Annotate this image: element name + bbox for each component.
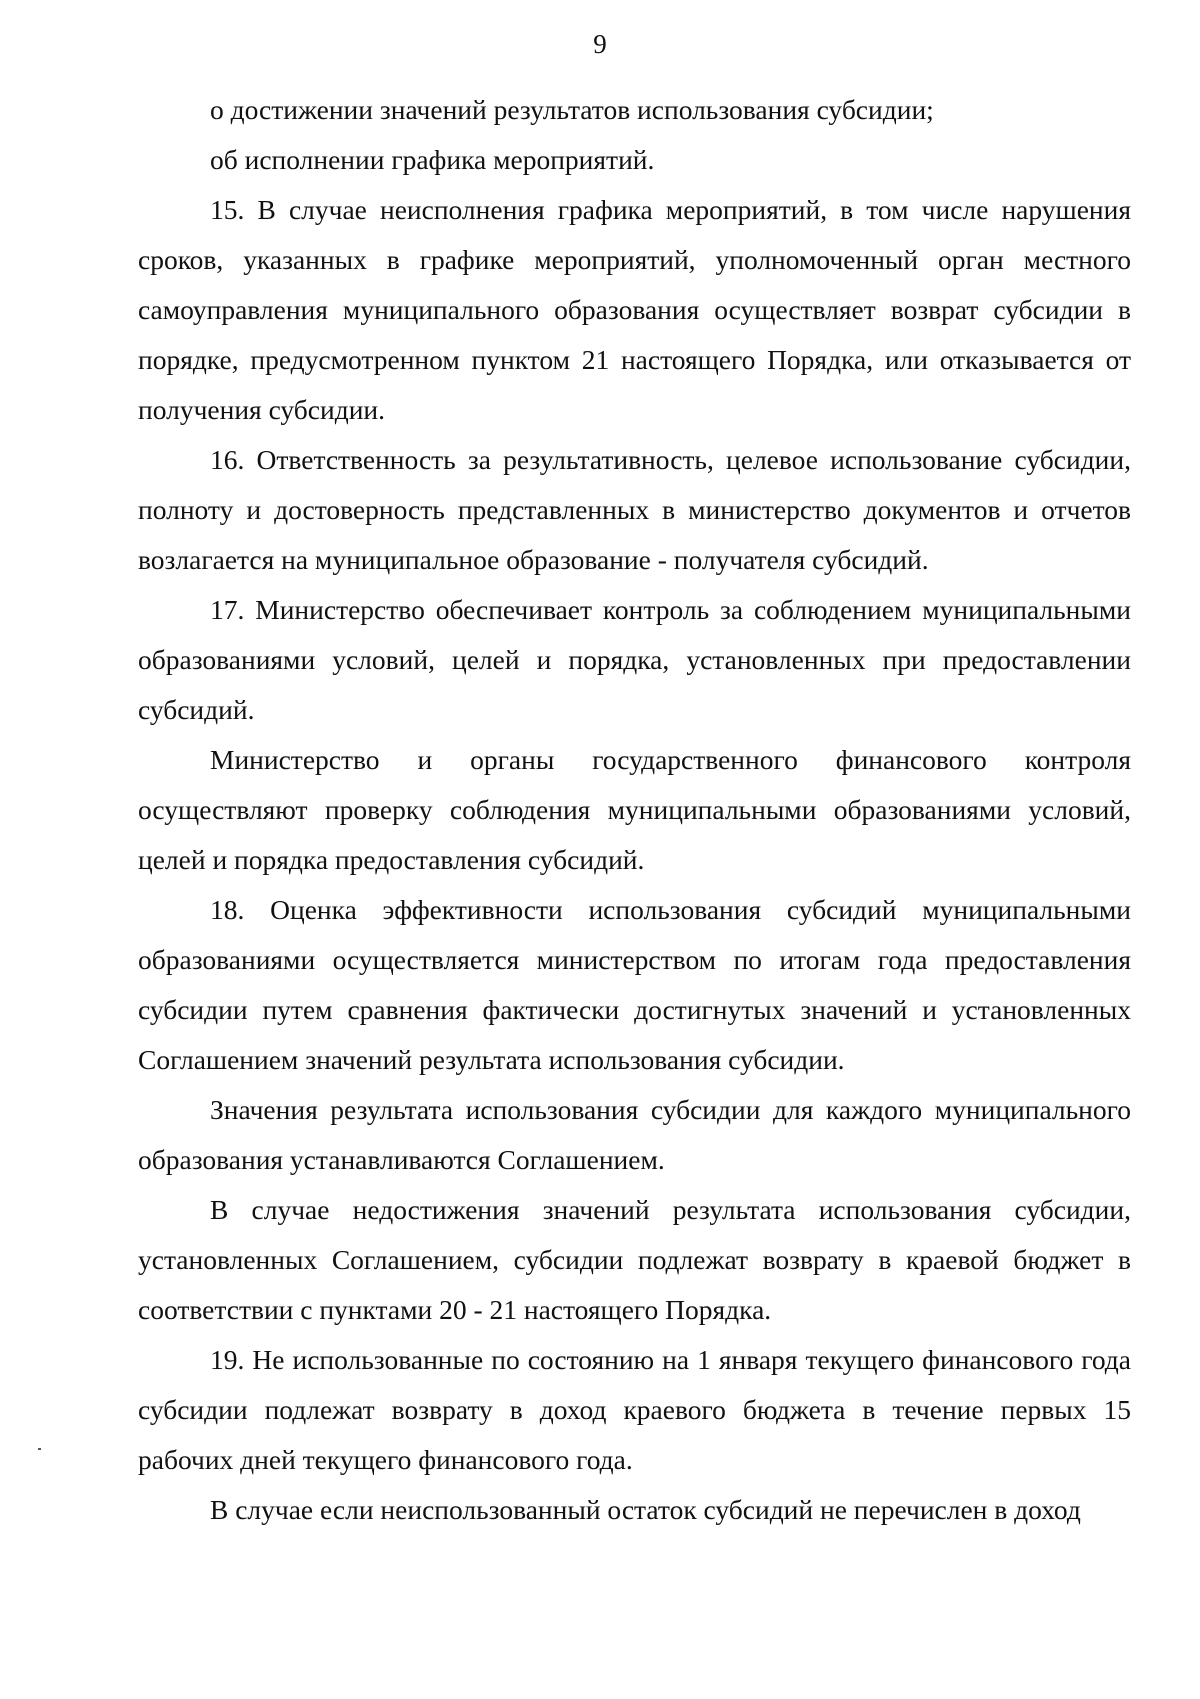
paragraph-item-16: 16. Ответственность за результативность, целевое использование субсидии, полноту и достоверность представленных в министерство документов и отчетов возлагается на муниципальное образование - получателя субсидий.: [138, 444, 1131, 575]
paragraph-item-19: 19. Не использованные по состоянию на 1 января текущего финансового года субсидии подлежат возврату в доход краевого бюджета в течение первых 15 рабочих дней текущего финансового года.: [138, 1344, 1131, 1475]
scan-speck: [38, 1448, 41, 1450]
paragraph: о достижении значений результатов использования субсидии;: [210, 94, 934, 125]
paragraph: об исполнении графика мероприятий.: [210, 144, 655, 175]
paragraph-item-18: 18. Оценка эффективности использования субсидий муниципальными образованиями осуществляется министерством по итогам года предоставления субсидии путем сравнения фактически достигнутых значений и установленных Соглашением значений результата использования субсидии.: [138, 894, 1131, 1075]
document-body: [138, 85, 1131, 1535]
paragraph: Министерство и органы государственного финансового контроля осуществляют проверку соблюдения муниципальными образованиями условий, целей и порядка предоставления субсидий.: [138, 744, 1131, 875]
paragraph: В случае если неиспользованный остаток субсидий не перечислен в доход: [210, 1494, 1081, 1525]
paragraph-item-17: 17. Министерство обеспечивает контроль за соблюдением муниципальными образованиями условий, целей и порядка, установленных при предоставлении субсидий.: [138, 594, 1131, 725]
paragraph: Значения результата использования субсидии для каждого муниципального образования устанавливаются Соглашением.: [138, 1094, 1131, 1175]
paragraph-item-15: 15. В случае неисполнения графика мероприятий, в том числе нарушения сроков, указанных в графике мероприятий, уполномоченный орган местного самоуправления муниципального образования осуществляет возврат субсидии в порядке, предусмотренном пунктом 21 настоящего Порядка, или отказывается от получения субсидии.: [138, 194, 1131, 425]
paragraph: В случае недостижения значений результата использования субсидии, установленных Соглашением, субсидии подлежат возврату в краевой бюджет в соответствии с пунктами 20 - 21 настоящего Порядка.: [138, 1194, 1131, 1325]
page-number: 9: [593, 29, 607, 59]
